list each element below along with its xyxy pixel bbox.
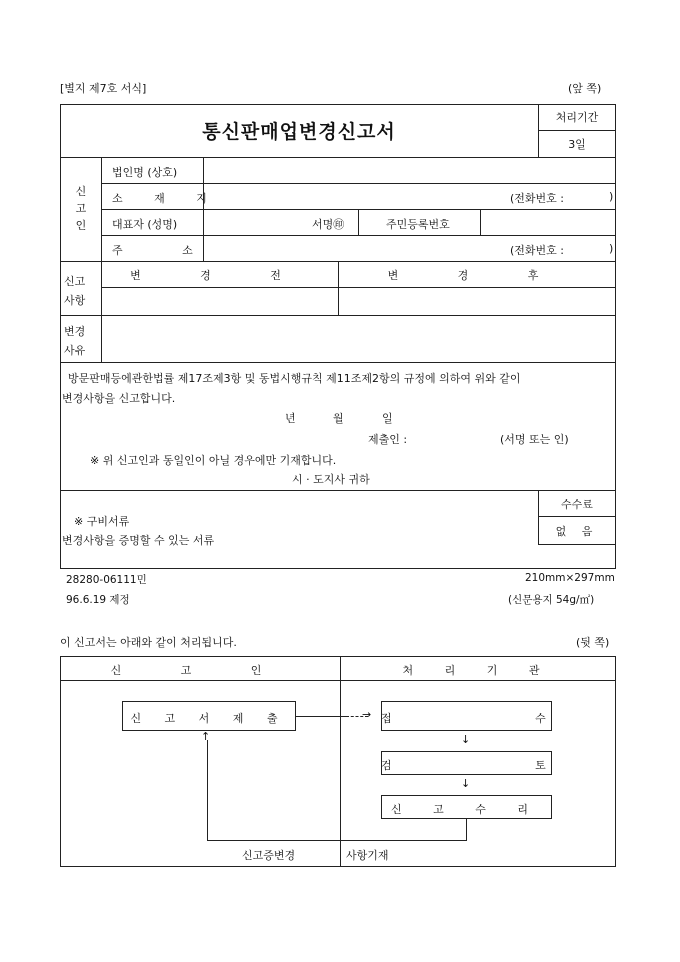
enactment-date: 96.6.19 제정 <box>66 594 130 606</box>
statement-line-1: 방문판매등에관한법률 제17조제3항 및 동법시행규칙 제11조제2항의 규정에 의하여 위와 같이 <box>68 372 521 385</box>
address-phone-close: ) <box>609 242 614 255</box>
resident-number-label: 주민등록번호 <box>386 218 450 231</box>
step-submit: 신 고 서 제 출 <box>130 712 288 725</box>
representative-label: 대표자 (성명) <box>112 218 178 231</box>
column-agency: 처 리 기 관 <box>402 664 554 677</box>
required-docs-heading: ※ 구비서류 <box>74 515 130 528</box>
address-phone-label: (전화번호 : <box>510 244 564 257</box>
fee-value: 없 음 <box>555 525 599 538</box>
form-number: [별지 제7호 서식] <box>60 82 147 95</box>
processing-period-value: 3일 <box>568 138 586 151</box>
fee-label: 수수료 <box>561 498 593 511</box>
back-page-label: (뒷 쪽) <box>576 636 610 649</box>
reason-label-line1: 변경 <box>64 325 86 338</box>
date-year: 년 <box>285 412 296 425</box>
front-page-label: (앞 쪽) <box>568 82 602 95</box>
changes-label-line1: 신고 <box>64 275 86 288</box>
arrow-up: ↑ <box>201 730 211 743</box>
label-record-entry: 사항기재 <box>346 849 389 862</box>
company-name-label: 법인명 (상호) <box>112 166 178 179</box>
submitter-label: 제출인 : <box>368 433 408 446</box>
address-label: 주 소 <box>112 244 221 257</box>
addressee: 시 · 도지사 귀하 <box>292 473 370 486</box>
signature-or-seal: (서명 또는 인) <box>500 433 569 446</box>
column-reporter: 신 고 인 <box>110 664 290 677</box>
location-phone-close: ) <box>609 190 614 203</box>
date-day: 일 <box>382 412 393 425</box>
reason-label-line2: 사유 <box>64 344 86 357</box>
process-intro: 이 신고서는 아래와 같이 처리됩니다. <box>60 636 237 649</box>
location-phone-label: (전화번호 : <box>510 192 564 205</box>
paper-size: 210mm×297mm <box>525 572 615 584</box>
step-accept: 신 고 수 리 <box>391 803 542 816</box>
statement-line-2: 변경사항을 신고합니다. <box>62 392 176 405</box>
paper-type: (신문용지 54g/㎡) <box>508 594 595 606</box>
changes-label-line2: 사항 <box>64 294 86 307</box>
label-certificate-change: 신고증변경 <box>242 849 296 862</box>
date-month: 월 <box>333 412 344 425</box>
location-label: 소 재 지 <box>112 192 221 205</box>
after-change-label: 변 경 후 <box>387 269 567 282</box>
form-code: 28280-06111민 <box>66 574 147 586</box>
notice-text: ※ 위 신고인과 동일인이 아닐 경우에만 기재합니다. <box>90 454 337 467</box>
processing-period-label: 처리기간 <box>555 111 599 124</box>
signature-seal-label: 서명㊞ <box>312 218 345 231</box>
arrow-down-1: ↓ <box>461 733 471 746</box>
before-change-label: 변 경 전 <box>130 269 309 282</box>
required-docs-item: 변경사항을 증명할 수 있는 서류 <box>62 534 215 547</box>
step-receive: 접 수 <box>381 712 616 725</box>
reporter-group-label: 신고인 <box>75 185 87 232</box>
arrow-down-2: ↓ <box>461 777 471 790</box>
form-title: 통신판매업변경신고서 <box>202 121 396 143</box>
arrow-right: → <box>362 708 372 721</box>
step-review: 검 토 <box>381 759 616 772</box>
